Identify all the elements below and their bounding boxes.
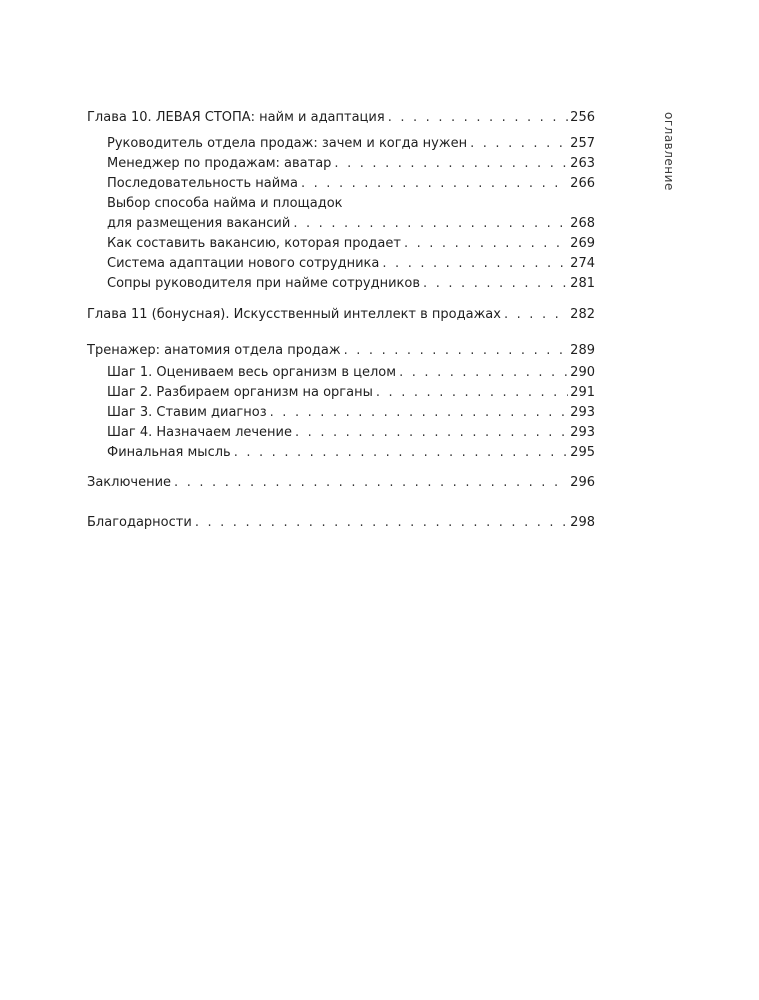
toc-entry-page: 263	[570, 156, 595, 171]
toc-entry-page: 256	[570, 110, 595, 125]
toc-entry-page: 293	[570, 425, 595, 440]
dot-leader	[399, 363, 568, 383]
toc-entry-title: Благодарности	[87, 515, 192, 530]
toc-entry-trainer[interactable]	[87, 341, 595, 361]
toc-entry-page: 266	[570, 176, 595, 191]
dot-leader	[423, 274, 568, 294]
running-head: оглавление	[662, 112, 676, 191]
dot-leader	[234, 443, 568, 463]
toc-entry-conclusion[interactable]	[87, 473, 595, 493]
dot-leader	[270, 403, 569, 423]
dot-leader	[293, 214, 568, 234]
toc-entry-title: Глава 11 (бонусная). Искусственный интеллект в продажах	[87, 307, 501, 322]
toc-entry-page: 269	[570, 236, 595, 251]
toc-subentry[interactable]	[107, 274, 595, 294]
toc-entry-title: Заключение	[87, 475, 172, 490]
toc-entry-chapter-11[interactable]	[87, 305, 595, 325]
toc-entry-title: Шаг 4. Назначаем лечение	[107, 425, 293, 440]
toc-entry-title: Шаг 2. Разбираем организм на органы	[107, 385, 373, 400]
toc-entry-title: Глава 10. ЛЕВАЯ СТОПА: найм и адаптация	[87, 110, 385, 125]
dot-leader	[195, 513, 568, 533]
dot-leader	[174, 473, 568, 493]
toc-entry-title: Выбор способа найма и площадок	[107, 196, 343, 211]
toc-entry-title: для размещения вакансий	[107, 216, 291, 231]
toc-subentry[interactable]	[107, 363, 595, 383]
dot-leader	[295, 423, 568, 443]
toc-entry-page: 291	[570, 385, 595, 400]
toc-subentry[interactable]	[107, 443, 595, 463]
toc-entry-title: Система адаптации нового сотрудника	[107, 256, 380, 271]
toc-entry-page: 274	[570, 256, 595, 271]
dot-leader	[504, 305, 568, 325]
dot-leader	[404, 234, 568, 254]
toc-subentry[interactable]	[107, 383, 595, 403]
toc-entry-page: 290	[570, 365, 595, 380]
toc-entry-title: Тренажер: анатомия отдела продаж	[87, 343, 341, 358]
toc-subentry-first-line[interactable]	[107, 194, 595, 214]
dot-leader	[344, 341, 569, 361]
toc-entry-page: 298	[570, 515, 595, 530]
toc-subentry[interactable]	[107, 134, 595, 154]
toc-entry-title: Руководитель отдела продаж: зачем и когда нужен	[107, 136, 468, 151]
toc-entry-title: Последовательность найма	[107, 176, 298, 191]
toc-entry-title: Финальная мысль	[107, 445, 231, 460]
toc-entry-page: 281	[570, 276, 595, 291]
toc-entry-page: 257	[570, 136, 595, 151]
toc-subentry[interactable]	[107, 423, 595, 443]
toc-entry-thanks[interactable]	[87, 513, 595, 533]
toc-subentry[interactable]	[107, 214, 595, 234]
toc-entry-page: 293	[570, 405, 595, 420]
toc-entry-page: 295	[570, 445, 595, 460]
toc-entry-page: 268	[570, 216, 595, 231]
dot-leader	[382, 254, 568, 274]
dot-leader	[376, 383, 568, 403]
toc-entry-title: Как составить вакансию, которая продает	[107, 236, 401, 251]
dot-leader	[334, 154, 568, 174]
toc-entry-title: Шаг 1. Оцениваем весь организм в целом	[107, 365, 397, 380]
toc-entry-title: Сопры руководителя при найме сотрудников	[107, 276, 421, 291]
toc-subentry[interactable]	[107, 254, 595, 274]
dot-leader	[470, 134, 568, 154]
toc-subentry[interactable]	[107, 154, 595, 174]
toc-entry-page: 289	[570, 343, 595, 358]
toc-entry-page: 282	[570, 307, 595, 322]
toc-entry-chapter-10[interactable]	[87, 108, 595, 128]
toc-entry-title: Шаг 3. Ставим диагноз	[107, 405, 267, 420]
toc-entry-page: 296	[570, 475, 595, 490]
dot-leader	[388, 108, 568, 128]
toc-subentry[interactable]	[107, 234, 595, 254]
toc-subentry[interactable]	[107, 174, 595, 194]
toc-subentry[interactable]	[107, 403, 595, 423]
dot-leader	[301, 174, 568, 194]
toc-entry-title: Менеджер по продажам: аватар	[107, 156, 332, 171]
